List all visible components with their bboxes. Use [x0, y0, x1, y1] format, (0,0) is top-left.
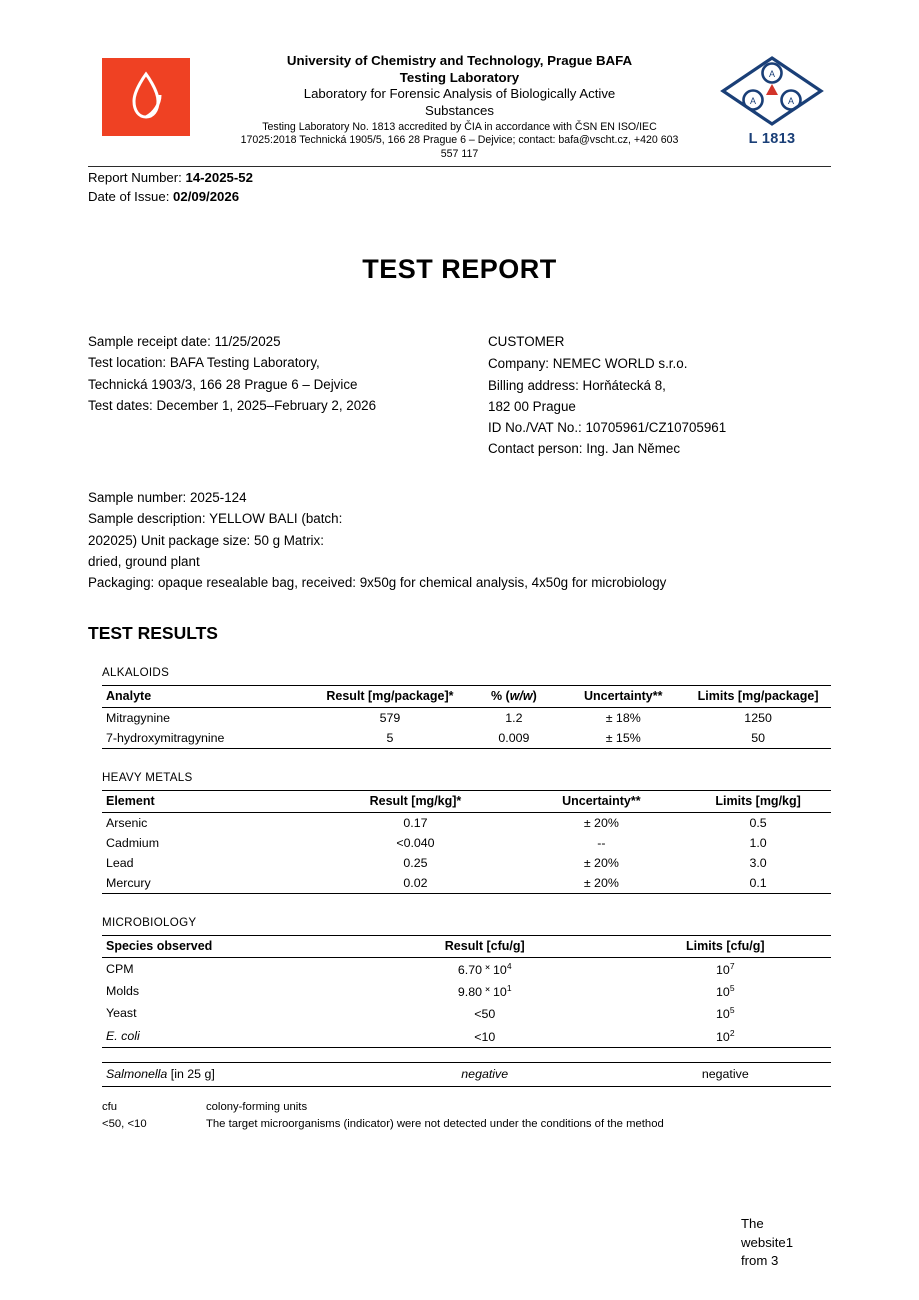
header-text-block [218, 52, 701, 161]
cell-result: 579 [379, 711, 401, 726]
footnote-row [102, 1116, 831, 1133]
footer-line1: The [741, 1216, 764, 1232]
col-limits: Limits [mg/kg] [685, 791, 831, 813]
cell-percent: 0.009 [466, 728, 561, 749]
test-location-line1: Test location: BAFA Testing Laboratory, [88, 355, 320, 371]
cell-species: Yeast [106, 1006, 137, 1021]
document-header [88, 0, 831, 170]
cell-element: Arsenic [106, 816, 148, 831]
table-header-row [102, 936, 831, 958]
sample-number: Sample number: 2025-124 [88, 490, 247, 506]
microbiology-table [102, 935, 831, 1048]
cell-limit: $10^7$ [716, 961, 735, 978]
table-header-row [102, 791, 831, 813]
cell-limit: 1250 [744, 711, 772, 726]
accreditation-line2: 17025:2018 Technická 1905/5, 166 28 Prague 6 – Dejvice; contact: bafa@vscht.cz, +420 603 [240, 134, 679, 147]
alkaloids-caption: ALKALOIDS [102, 666, 170, 680]
col-analyte: Analyte [102, 686, 313, 708]
table-row [102, 728, 831, 749]
cell-uncertainty: ± 20% [583, 856, 619, 871]
accreditation-line3: 557 117 [440, 147, 479, 160]
accreditation-line1: Testing Laboratory No. 1813 accredited by ČIA in accordance with ČSN EN ISO/IEC [262, 120, 657, 133]
customer-contact: Contact person: Ing. Jan Němec [488, 441, 681, 457]
cell-uncertainty: -- [597, 836, 606, 851]
svg-text:A: A [787, 96, 795, 106]
footnote-text: colony-forming units [206, 1100, 308, 1113]
accreditation-number: L 1813 [748, 131, 796, 147]
cell-percent: 1.2 [505, 711, 523, 726]
col-limits: Limits [cfu/g] [620, 936, 831, 958]
footnotes [102, 1099, 831, 1133]
cell-result: 0.25 [403, 856, 428, 871]
sample-description-line1: Sample description: YELLOW BALI (batch: [88, 511, 343, 527]
lab-info-block [88, 331, 488, 459]
footnote-text: The target microorganisms (indicator) were not detected under the conditions of the method [206, 1117, 664, 1130]
footer-line2: website1 [741, 1234, 794, 1250]
table-row [102, 1025, 831, 1048]
issue-date-label: Date of Issue: [88, 189, 174, 205]
cell-uncertainty: ± 15% [561, 728, 685, 749]
cell-limit: 3.0 [749, 856, 767, 871]
customer-vat: ID No./VAT No.: 10705961/CZ10705961 [488, 419, 727, 435]
cell-limit: negative [620, 1062, 831, 1086]
table-row [102, 873, 831, 894]
header-divider [88, 166, 831, 167]
cell-result: <0.040 [396, 836, 435, 851]
cell-result: negative [350, 1062, 620, 1086]
page-title: TEST REPORT [362, 254, 557, 285]
cell-uncertainty: ± 20% [583, 816, 619, 831]
test-results-heading: TEST RESULTS [88, 623, 218, 644]
heavy-metals-caption: HEAVY METALS [102, 771, 193, 785]
cell-result: 0.17 [403, 816, 428, 831]
cell-result: <10 [350, 1025, 620, 1048]
sample-matrix: dried, ground plant [88, 553, 200, 569]
page-footer [741, 1215, 831, 1270]
cell-species: Salmonella [in 25 g] [102, 1062, 350, 1086]
cell-result: 0.02 [313, 873, 517, 894]
report-number-row [88, 168, 831, 187]
col-element: Element [102, 791, 313, 813]
cell-element: Cadmium [106, 836, 160, 851]
customer-address-line2: 182 00 Prague [488, 398, 576, 414]
sample-details [88, 487, 748, 593]
org-name-line1: University of Chemistry and Technology, Prague BAFA [286, 53, 633, 68]
customer-address-line1: Billing address: Horňátecká 8, [488, 377, 666, 393]
cell-limit: $10^2$ [620, 1025, 831, 1048]
cell-limit: 50 [685, 728, 831, 749]
customer-company: Company: NEMEC WORLD s.r.o. [488, 356, 688, 372]
cell-result: 6.70 ˟ $10^4$ [457, 961, 512, 978]
sample-packaging: Packaging: opaque resealable bag, received: 9x50g for chemical analysis, 4x50g for microbiology [88, 575, 667, 590]
report-meta [88, 168, 831, 206]
table-row [102, 980, 831, 1002]
issue-date-value: 02/09/2026 [173, 189, 240, 205]
cell-analyte: 7-hydroxymitragynine [102, 728, 313, 749]
table-header-row [102, 686, 831, 708]
cell-limit: 0.5 [749, 816, 767, 831]
col-species: Species observed [102, 936, 350, 958]
col-result: Result [cfu/g] [350, 936, 620, 958]
cell-uncertainty: ± 18% [605, 711, 641, 726]
table-row [102, 1002, 831, 1024]
col-result: Result [mg/kg]* [313, 791, 517, 813]
table-row [102, 853, 831, 873]
heavy-metals-table [102, 790, 831, 894]
sample-receipt-date: Sample receipt date: 11/25/2025 [88, 334, 281, 350]
cell-analyte: Mitragynine [106, 711, 171, 726]
cell-limit: 1.0 [749, 836, 767, 851]
cell-uncertainty: ± 20% [518, 873, 686, 894]
col-uncertainty: Uncertainty** [561, 686, 685, 708]
footer-line3: from 3 [741, 1252, 779, 1268]
customer-info-block [488, 331, 831, 459]
cell-limit: 0.1 [685, 873, 831, 894]
microbiology-caption: MICROBIOLOGY [102, 916, 197, 930]
issue-date-row [88, 187, 831, 206]
bafa-logo [102, 58, 190, 136]
report-number-label: Report Number: [88, 170, 186, 185]
footnote-key: <50, <10 [102, 1117, 147, 1130]
cell-species: Molds [106, 984, 140, 999]
cell-result: 5 [313, 728, 466, 749]
col-limits: Limits [mg/package] [685, 686, 831, 708]
col-percent: % (w/w) [466, 686, 561, 708]
footnote-key: cfu [102, 1100, 118, 1113]
org-name-line4: Substances [425, 102, 494, 118]
cell-element: Lead [106, 856, 134, 871]
table-row [102, 813, 831, 834]
svg-text:A: A [768, 69, 776, 79]
cell-limit: $10^5$ [716, 983, 735, 1000]
cell-result: <50 [474, 1007, 496, 1022]
table-row [102, 958, 831, 981]
org-name-line2: Testing Laboratory [399, 70, 520, 86]
accreditation-logo [717, 54, 827, 150]
svg-text:A: A [749, 96, 757, 106]
cell-result: 9.80 ˟ $10^1$ [457, 983, 512, 1000]
footnote-row [102, 1099, 831, 1116]
cell-limit: $10^5$ [716, 1005, 735, 1022]
cell-species: E. coli [102, 1025, 350, 1048]
table-row [102, 1062, 831, 1086]
cell-species: CPM [106, 962, 134, 977]
col-uncertainty: Uncertainty** [518, 791, 686, 813]
sample-description-line2: 202025) Unit package size: 50 g Matrix: [88, 532, 324, 548]
salmonella-table [102, 1062, 831, 1087]
table-row [102, 833, 831, 853]
report-number-value: 14-2025-52 [185, 170, 253, 185]
customer-label: CUSTOMER [488, 334, 565, 350]
test-location-line2: Technická 1903/3, 166 28 Prague 6 – Dejvice [88, 376, 358, 392]
col-result: Result [mg/package]* [313, 686, 466, 708]
table-row [102, 708, 831, 729]
alkaloids-table [102, 685, 831, 749]
org-name-line3: Laboratory for Forensic Analysis of Biologically Active [303, 86, 616, 102]
test-dates: Test dates: December 1, 2025–February 2, 2026 [88, 397, 377, 413]
cell-element: Mercury [102, 873, 313, 894]
info-section [88, 331, 831, 459]
